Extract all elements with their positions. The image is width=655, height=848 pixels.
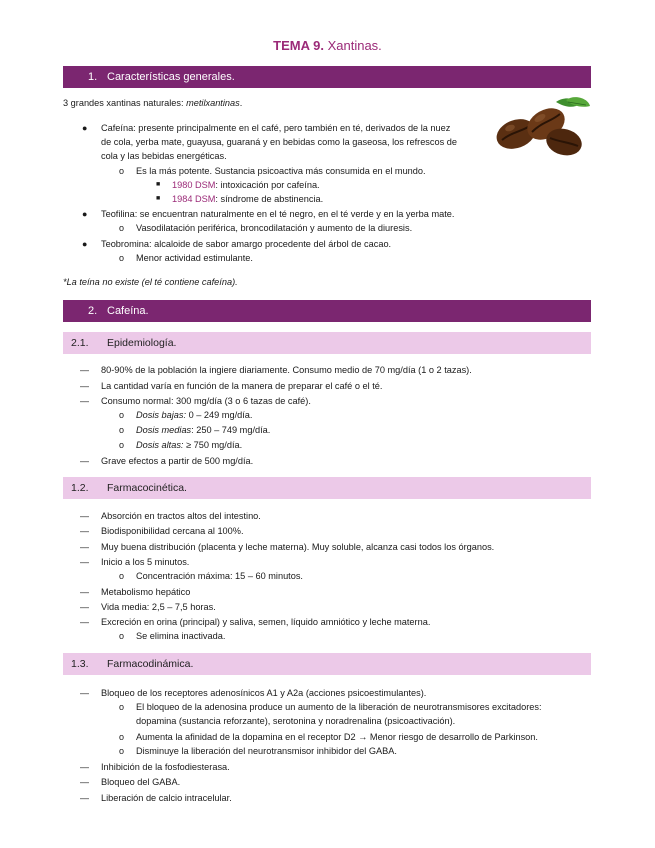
intro-term: metilxantinas <box>186 98 240 108</box>
fc-line-4: Inicio a los 5 minutos. <box>101 557 190 567</box>
footnote: *La teína no existe (el té contiene cafeína). <box>63 277 238 287</box>
dash-bullet-icon: — <box>80 557 89 567</box>
teofilina-subpoint: Vasodilatación periférica, broncodilatación y aumento de la diuresis. <box>136 223 413 233</box>
dash-bullet-icon: — <box>80 456 89 466</box>
coffee-beans-icon <box>494 96 596 160</box>
dash-bullet-icon: — <box>80 777 89 787</box>
subsection-label: Epidemiología. <box>107 337 177 349</box>
fd-line-2: Inhibición de la fosfodiesterasa. <box>101 762 230 772</box>
fc-line-2: Biodisponibilidad cercana al 100%. <box>101 526 244 536</box>
cafeina-line-3: cola y las bebidas energéticas. <box>101 151 227 161</box>
cafeina-line-2: de cola, yerba mate, guayusa, guaraná y en bebidas como la gaseosa, los refrescos de <box>101 137 457 147</box>
dsm-1980 <box>172 179 320 191</box>
circle-bullet-icon: o <box>119 571 125 581</box>
square-bullet-icon: ■ <box>156 195 161 202</box>
dose-low-label: Dosis bajas: <box>136 410 187 420</box>
dsm-1980-text: : intoxicación por cafeína. <box>215 180 320 190</box>
circle-bullet-icon: o <box>119 425 125 435</box>
epi-line-1: 80-90% de la población la ingiere diariamente. Consumo medio de 70 mg/día (1 o 2 tazas). <box>101 365 472 375</box>
teobromina-item: Teobromina: alcaloide de sabor amargo procedente del árbol de cacao. <box>101 239 392 249</box>
bullet-icon: ● <box>82 239 88 249</box>
fc-line-1: Absorción en tractos altos del intestino. <box>101 511 261 521</box>
circle-bullet-icon: o <box>119 223 125 233</box>
teofilina-item: Teofilina: se encuentran naturalmente en el té negro, en el té verde y en la yerba mate. <box>101 209 455 219</box>
teobromina-subpoint: Menor actividad estimulante. <box>136 253 253 263</box>
epi-line-3: Consumo normal: 300 mg/día (3 o 6 tazas de café). <box>101 396 311 406</box>
intro-paragraph <box>63 97 242 109</box>
dash-bullet-icon: — <box>80 688 89 698</box>
fc-line-4-sub: Concentración máxima: 15 – 60 minutos. <box>136 571 303 581</box>
dose-low <box>136 409 252 421</box>
section-header-1 <box>63 66 591 88</box>
dsm-1984 <box>172 193 323 205</box>
section-label: Cafeína. <box>107 305 149 317</box>
section-number: 2. <box>88 305 98 317</box>
fd-line-4: Liberación de calcio intracelular. <box>101 793 232 803</box>
epi-line-4: Grave efectos a partir de 500 mg/día. <box>101 456 254 466</box>
page-title <box>0 38 655 53</box>
section-number: 1. <box>88 71 98 83</box>
dose-low-value: 0 – 249 mg/día. <box>186 410 253 420</box>
fc-line-6: Vida media: 2,5 – 7,5 horas. <box>101 602 216 612</box>
dash-bullet-icon: — <box>80 542 89 552</box>
square-bullet-icon: ■ <box>156 181 161 188</box>
title-text: Xantinas. <box>323 38 382 53</box>
dash-bullet-icon: — <box>80 762 89 772</box>
dash-bullet-icon: — <box>80 396 89 406</box>
circle-bullet-icon: o <box>119 746 125 756</box>
intro-text: 3 grandes xantinas naturales: <box>63 98 187 108</box>
fc-line-7: Excreción en orina (principal) y saliva, semen, líquido amniótico y leche materna. <box>101 617 431 627</box>
section-label: Características generales. <box>107 71 235 83</box>
dash-bullet-icon: — <box>80 602 89 612</box>
fd-line-1: Bloqueo de los receptores adenosínicos A1 y A2a (acciones psicoestimulantes). <box>101 688 427 698</box>
dose-high-label: Dosis altas: <box>136 440 184 450</box>
section-header-2 <box>63 300 591 322</box>
bullet-icon: ● <box>82 123 88 133</box>
circle-bullet-icon: o <box>119 440 125 450</box>
fc-line-7-sub: Se elimina inactivada. <box>136 631 226 641</box>
dsm-1984-label: 1984 DSM <box>172 194 216 204</box>
fd-sub-1a: El bloqueo de la adenosina produce un aumento de la liberación de neurotransmisores excitadores: <box>136 702 542 712</box>
circle-bullet-icon: o <box>119 702 125 712</box>
dose-high <box>136 439 242 451</box>
fd-sub-2: Aumenta la afinidad de la dopamina en el receptor D2 → Menor riesgo de desarrollo de Parkinson. <box>136 732 538 742</box>
circle-bullet-icon: o <box>119 166 125 176</box>
dash-bullet-icon: — <box>80 793 89 803</box>
dash-bullet-icon: — <box>80 587 89 597</box>
circle-bullet-icon: o <box>119 410 125 420</box>
fd-sub-1b: dopamina (sustancia reforzante), serotonina y noradrenalina (psicoactivación). <box>136 716 456 726</box>
dash-bullet-icon: — <box>80 381 89 391</box>
subsection-number: 1.2. <box>71 482 89 494</box>
subsection-header-farmacodinamica <box>63 653 591 675</box>
dose-medium-label: Dosis medias <box>136 425 192 435</box>
subsection-header-epidemiologia <box>63 332 591 354</box>
dash-bullet-icon: — <box>80 526 89 536</box>
dash-bullet-icon: — <box>80 617 89 627</box>
cafeina-subpoint: Es la más potente. Sustancia psicoactiva más consumida en el mundo. <box>136 166 426 176</box>
circle-bullet-icon: o <box>119 253 125 263</box>
intro-end: . <box>239 98 243 108</box>
bullet-icon: ● <box>82 209 88 219</box>
dash-bullet-icon: — <box>80 511 89 521</box>
circle-bullet-icon: o <box>119 631 125 641</box>
cafeina-line-1: Cafeína: presente principalmente en el café, pero también en té, derivados de la nuez <box>101 123 451 133</box>
subsection-label: Farmacodinámica. <box>107 658 194 670</box>
fc-line-3: Muy buena distribución (placenta y leche materna). Muy soluble, alcanza casi todos los órganos. <box>101 542 495 552</box>
dsm-1984-text: : síndrome de abstinencia. <box>215 194 324 204</box>
fc-line-5: Metabolismo hepático <box>101 587 191 597</box>
title-number: TEMA 9. <box>273 38 324 53</box>
epi-line-2: La cantidad varía en función de la manera de preparar el café o el té. <box>101 381 383 391</box>
dose-medium-value: : 250 – 749 mg/día. <box>191 425 271 435</box>
subsection-number: 2.1. <box>71 337 89 349</box>
circle-bullet-icon: o <box>119 732 125 742</box>
dose-high-value: ≥ 750 mg/día. <box>183 440 243 450</box>
subsection-number: 1.3. <box>71 658 89 670</box>
dash-bullet-icon: — <box>80 365 89 375</box>
dsm-1980-label: 1980 DSM <box>172 180 216 190</box>
subsection-label: Farmacocinética. <box>107 482 187 494</box>
fd-sub-3: Disminuye la liberación del neurotransmisor inhibidor del GABA. <box>136 746 397 756</box>
dose-medium <box>136 424 270 436</box>
fd-line-3: Bloqueo del GABA. <box>101 777 181 787</box>
subsection-header-farmacocinetica <box>63 477 591 499</box>
